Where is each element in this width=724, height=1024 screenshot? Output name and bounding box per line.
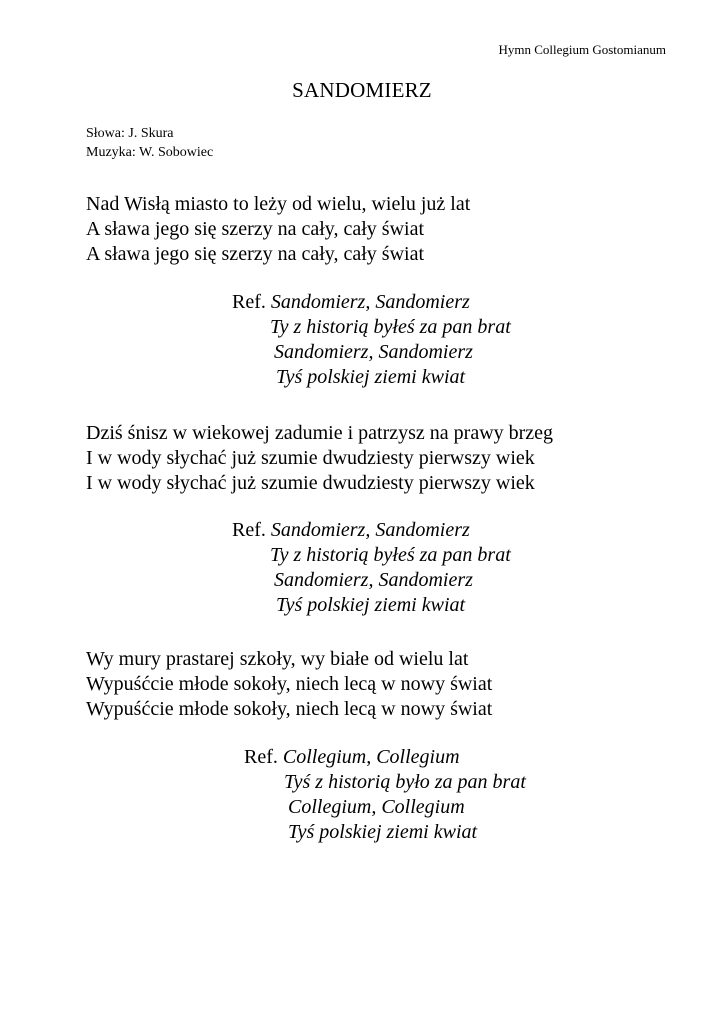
refrain-line [232, 290, 511, 315]
refrain-line: Tyś z historią było za pan brat [284, 771, 526, 793]
verse-line: I w wody słychać już szumie dwudziesty pierwszy wiek [86, 472, 535, 494]
refrain-label: Ref. [232, 519, 266, 541]
refrain-line: Collegium, Collegium [288, 796, 465, 818]
refrain-text: Sandomierz, Sandomierz [270, 291, 470, 313]
lyrics-credit: Słowa: J. Skura [86, 126, 174, 141]
verse-line: A sława jego się szerzy na cały, cały świat [86, 218, 425, 240]
song-title: SANDOMIERZ [292, 78, 432, 102]
refrain-line [232, 518, 511, 543]
song-credits [86, 124, 213, 162]
music-credit: Muzyka: W. Sobowiec [86, 145, 214, 160]
verse-2 [86, 421, 553, 496]
refrain-label: Ref. [232, 291, 266, 313]
page-header: Hymn Collegium Gostomianum [498, 42, 666, 57]
verse-line: I w wody słychać już szumie dwudziesty pierwszy wiek [86, 447, 535, 469]
refrain-label: Ref. [244, 746, 278, 768]
verse-line: Wypuśćcie młode sokoły, niech lecą w nowy świat [86, 673, 493, 695]
refrain-line: Sandomierz, Sandomierz [274, 341, 473, 363]
refrain-line: Tyś polskiej ziemi kwiat [276, 366, 466, 388]
verse-line: Wy mury prastarej szkoły, wy białe od wielu lat [86, 648, 469, 670]
verse-line: A sława jego się szerzy na cały, cały świat [86, 243, 425, 265]
refrain-line [244, 745, 526, 770]
refrain-1 [0, 290, 511, 390]
refrain-line: Ty z historią byłeś za pan brat [270, 316, 511, 338]
verse-1 [86, 192, 470, 267]
refrain-text: Collegium, Collegium [282, 746, 460, 768]
verse-line: Wypuśćcie młode sokoły, niech lecą w nowy świat [86, 698, 493, 720]
refrain-2 [0, 518, 511, 618]
refrain-3 [0, 745, 526, 845]
verse-3 [86, 647, 492, 722]
verse-line: Nad Wisłą miasto to leży od wielu, wielu już lat [86, 193, 471, 215]
refrain-line: Sandomierz, Sandomierz [274, 569, 473, 591]
refrain-line: Ty z historią byłeś za pan brat [270, 544, 511, 566]
verse-line: Dziś śnisz w wiekowej zadumie i patrzysz na prawy brzeg [86, 422, 554, 444]
refrain-line: Tyś polskiej ziemi kwiat [288, 821, 478, 843]
refrain-line: Tyś polskiej ziemi kwiat [276, 594, 466, 616]
refrain-text: Sandomierz, Sandomierz [270, 519, 470, 541]
